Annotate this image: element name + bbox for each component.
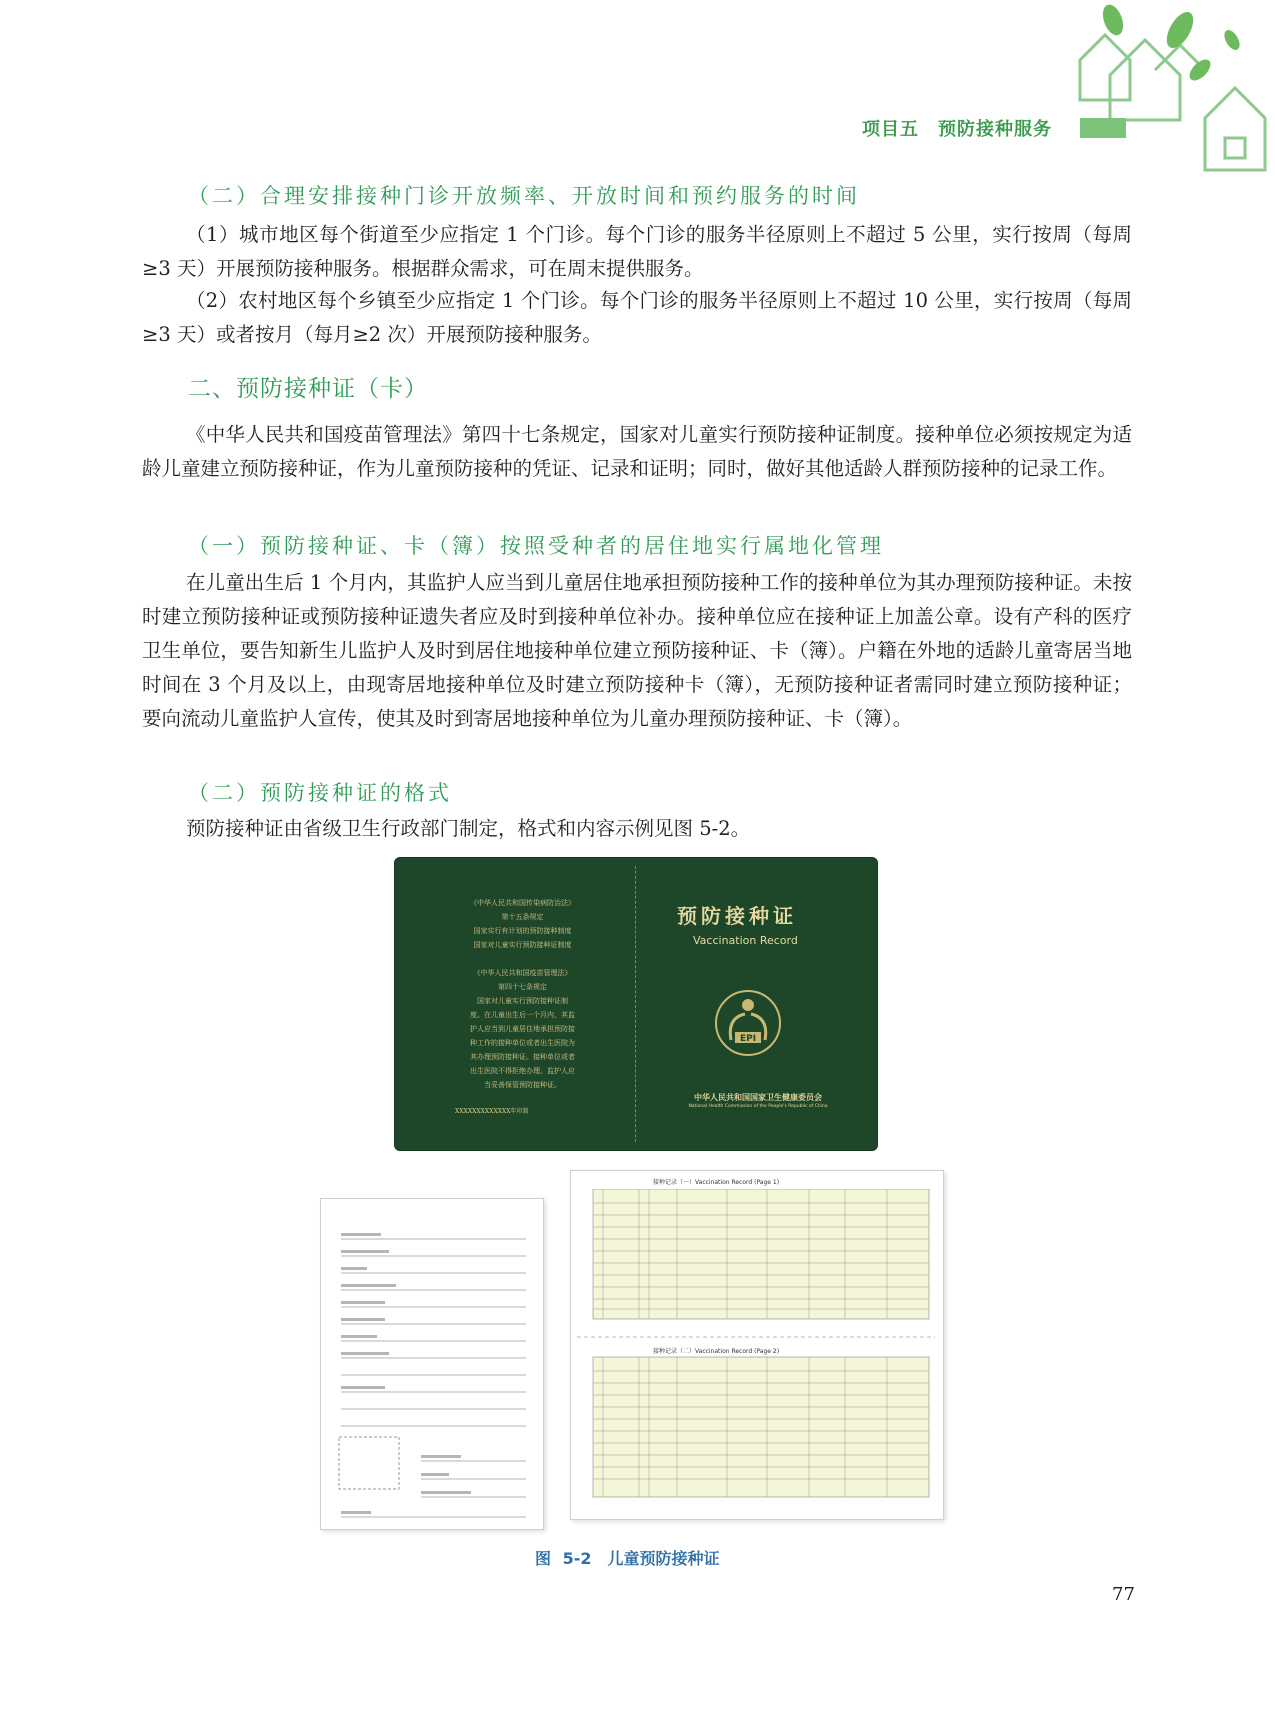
paragraph-local-management: 在儿童出生后 1 个月内，其监护人应当到儿童居住地承担预防接种工作的接种单位为其办理预防接种证。未按时建立预防接种证或预防接种证遗失者应及时到接种单位补办。接种单位应在接种证上加盖公章。设有产科的医疗卫生单位，要告知新生儿监护人及时到居住地接种单位建立预防接种证、卡（簿）。户籍在外地的适龄儿童寄居当地时间在 3 个月及以上，由现寄居地接种单位及时建立预防接种卡（簿），无预防接种证者需同时建立预防接种证；要向流动儿童监护人宣传，使其及时到寄居地接种单位为儿童办理预防接种证、卡（簿）。 [142, 571, 1132, 730]
cover-left-line: 《中华人民共和国疫苗管理法》 [473, 969, 572, 977]
cover-org-en: National Health Commission of the People's Republic of China [688, 1104, 828, 1109]
cover-left-line: 国家对儿童实行预防接种证制度 [473, 941, 572, 949]
cover-left-line: 国家实行有计划的预防接种制度 [473, 927, 572, 935]
paragraph-format: 预防接种证由省级卫生行政部门制定，格式和内容示例见图 5-2。 [186, 817, 751, 840]
record-table-grid [577, 1189, 935, 1499]
house-leaf-decoration [1060, 0, 1275, 175]
cover-left-line: 护人应当到儿童居住地承担预防接 [470, 1025, 575, 1033]
certificate-cover-image [395, 858, 877, 1150]
cover-left-line: 《中华人民共和国传染病防治法》 [470, 899, 575, 907]
figure-caption: 图 5-2 儿童预防接种证 [535, 1549, 720, 1568]
subsection-heading-local-management: （一）预防接种证、卡（簿）按照受种者的居住地实行属地化管理 [188, 534, 884, 558]
cover-left-line: 出生医院不得拒绝办理。监护人应 [470, 1067, 575, 1075]
subsection-heading-format: （二）预防接种证的格式 [188, 781, 452, 805]
header-accent-bar [1080, 118, 1126, 138]
cover-left-line [435, 952, 610, 966]
epi-logo-icon [713, 988, 783, 1058]
cover-printer-line: XXXXXXXXXXXXX年印制 [455, 1108, 529, 1115]
cover-fold-line [635, 866, 636, 1142]
page-number: 77 [1112, 1584, 1135, 1605]
chapter-header-title: 项目五 预防接种服务 [862, 119, 1052, 140]
info-form-lines [321, 1199, 543, 1529]
cover-left-text [435, 896, 610, 1092]
certificate-info-page-image [320, 1198, 544, 1530]
paragraph-vaccine-law: 《中华人民共和国疫苗管理法》第四十七条规定，国家对儿童实行预防接种证制度。接种单位必须按规定为适龄儿童建立预防接种证，作为儿童预防接种的凭证、记录和证明；同时，做好其他适龄人群预防接种的记录工作。 [142, 423, 1132, 480]
record-table-1-title: 接种记录（一）Vaccination Record (Page 1) [653, 1179, 780, 1186]
epi-logo-text: EPI [739, 1034, 757, 1044]
cover-title: 预防接种证 [677, 904, 797, 928]
cover-left-line: 度。在儿童出生后一个月内，其监 [470, 1011, 575, 1019]
cover-org-cn: 中华人民共和国国家卫生健康委员会 [694, 1093, 822, 1102]
cover-left-line: 种工作的接种单位或者出生医院为 [470, 1039, 575, 1047]
subsection-heading-schedule: （二）合理安排接种门诊开放频率、开放时间和预约服务的时间 [188, 184, 860, 208]
cover-left-line: 国家对儿童实行预防接种证制 [477, 997, 568, 1005]
paragraph-rural: （2）农村地区每个乡镇至少应指定 1 个门诊。每个门诊的服务半径原则上不超过 10 公里，实行按周（每周≥3 天）或者按月（每月≥2 次）开展预防接种服务。 [142, 289, 1132, 346]
cover-left-line: 当妥善保管预防接种证。 [484, 1081, 561, 1089]
vaccination-record-table-image [570, 1170, 944, 1520]
record-table-2-title: 接种记录（二）Vaccination Record (Page 2) [653, 1348, 780, 1355]
cover-left-line: 其办理预防接种证。接种单位或者 [470, 1053, 575, 1061]
cover-subtitle: Vaccination Record [693, 934, 798, 947]
section-heading-vaccination-certificate: 二、预防接种证（卡） [188, 376, 428, 402]
cover-left-line: 第十五条规定 [501, 913, 544, 921]
cover-left-line: 第四十七条规定 [498, 983, 547, 991]
paragraph-urban: （1）城市地区每个街道至少应指定 1 个门诊。每个门诊的服务半径原则上不超过 5 公里，实行按周（每周≥3 天）开展预防接种服务。根据群众需求，可在周末提供服务。 [142, 223, 1132, 280]
